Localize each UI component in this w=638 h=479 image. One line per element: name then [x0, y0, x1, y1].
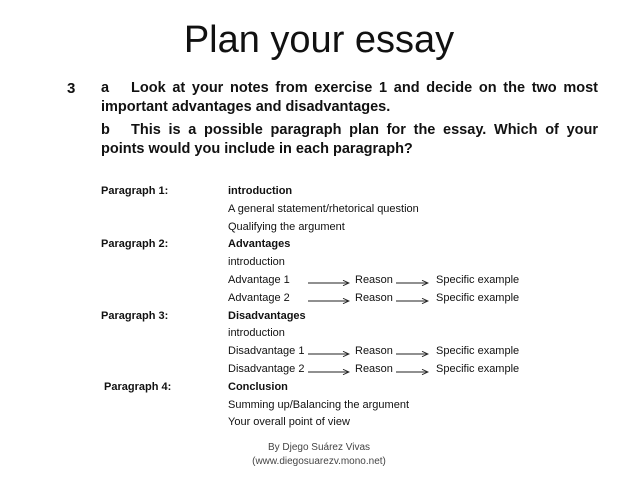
plan-row: [101, 183, 601, 201]
disadvantage-item: Disadvantage 2: [228, 362, 305, 375]
instruction-b-text: This is a possible paragraph plan for the essay. Which of your points would you include in each paragraph?: [101, 122, 598, 157]
reason-label: Reason: [355, 273, 393, 286]
paragraph-2-heading: Advantages: [228, 238, 291, 251]
paragraph-4-label: Paragraph 4:: [104, 380, 172, 393]
reason-label: Reason: [355, 345, 393, 358]
example-label: Specific example: [436, 273, 520, 286]
arrow-right-icon: [308, 351, 350, 357]
plan-row: [101, 361, 601, 379]
plan-row: [101, 219, 601, 237]
arrow-right-icon: [308, 369, 350, 375]
plan-row: [101, 379, 601, 397]
plan-row: [101, 414, 601, 432]
reason-label: Reason: [355, 362, 393, 375]
arrow-right-icon: [396, 369, 429, 375]
plan-row: [101, 236, 601, 254]
paragraph-3-label: Paragraph 3:: [101, 309, 169, 322]
page-title: Plan your essay: [183, 19, 455, 61]
instruction-b: [101, 121, 598, 159]
paragraph-4-heading: Conclusion: [228, 380, 288, 393]
paragraph-3-intro: introduction: [228, 327, 285, 340]
example-label: Specific example: [436, 345, 520, 358]
plan-row: [101, 254, 601, 272]
plan-row: [101, 397, 601, 415]
paragraph-2-label: Paragraph 2:: [101, 238, 169, 251]
arrow-right-icon: [396, 280, 429, 286]
credit-website: (www.diegosuarezv.mono.net): [252, 456, 386, 467]
plan-row: [101, 272, 601, 290]
paragraph-1-label: Paragraph 1:: [101, 185, 169, 197]
reason-label: Reason: [355, 291, 393, 304]
example-label: Specific example: [436, 362, 520, 375]
plan-row: [101, 201, 601, 219]
example-label: Specific example: [436, 291, 520, 304]
instruction-a-text: Look at your notes from exercise 1 and decide on the two most important advantages and disadvantages.: [101, 80, 598, 115]
paragraph-1-line: Qualifying the argument: [228, 220, 345, 233]
arrow-right-icon: [308, 280, 350, 286]
paragraph-1-heading: introduction: [228, 185, 293, 197]
exercise-number: 3: [67, 80, 76, 97]
paragraph-2-intro: introduction: [228, 256, 285, 269]
plan-row: [101, 308, 601, 326]
instruction-b-letter: b: [101, 122, 110, 138]
disadvantage-item: Disadvantage 1: [228, 345, 305, 358]
author-credit: [0, 441, 638, 469]
arrow-right-icon: [396, 351, 429, 357]
paragraph-plan: [101, 183, 601, 432]
paragraph-4-line: Your overall point of view: [228, 416, 350, 429]
credit-author: By Djego Suárez Vivas: [267, 442, 371, 453]
plan-row: [101, 325, 601, 343]
paragraph-1-line: A general statement/rhetorical question: [228, 202, 419, 215]
instruction-a: [101, 79, 598, 117]
paragraph-3-heading: Disadvantages: [228, 309, 306, 322]
advantage-item: Advantage 1: [228, 273, 290, 286]
arrow-right-icon: [308, 298, 350, 304]
advantage-item: Advantage 2: [228, 291, 290, 304]
arrow-right-icon: [396, 298, 429, 304]
instruction-a-letter: a: [101, 80, 110, 96]
plan-row: [101, 343, 601, 361]
paragraph-4-line: Summing up/Balancing the argument: [228, 398, 409, 411]
plan-row: [101, 290, 601, 308]
